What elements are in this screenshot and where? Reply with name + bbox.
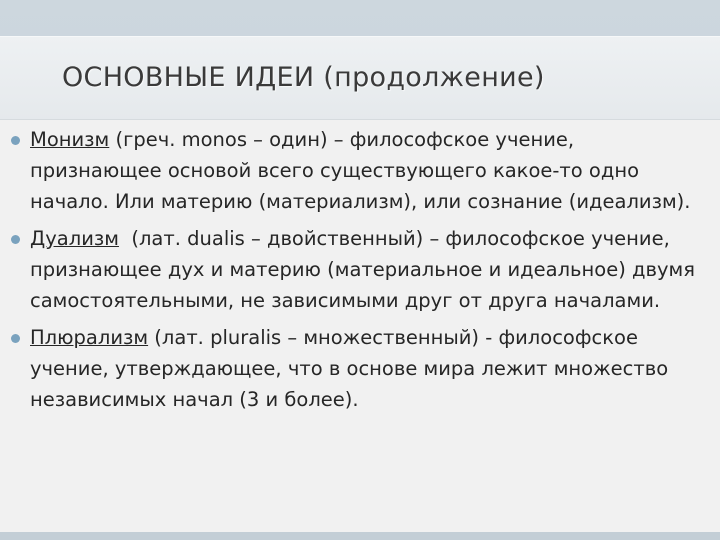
bullet-item-monism [10,124,710,217]
bullet-dot-icon [11,136,20,145]
definition-pluralism: (лат. pluralis – множественный) - философское учение, утверждающее, что в основе мира лежит множество независимых начал (3 и более). [30,326,669,411]
slide-title: ОСНОВНЫЕ ИДЕИ (продолжение) [62,62,545,93]
bullet-dot-icon [11,235,20,244]
bullet-item-pluralism [10,322,710,415]
bullet-dot-icon [11,334,20,343]
term-monism: Монизм [30,128,110,151]
term-dualism: Дуализм [30,227,119,250]
definition-dualism: (лат. dualis – двойственный) – философское учение, признающее дух и материю (материальное и идеальное) двумя самостоятельными, не зависимыми друг от друга началами. [30,227,702,312]
definition-monism: (греч. monos – один) – философское учение, признающее основой всего существующего какое-то одно начало. Или материю (материализм), или сознание (идеализм). [30,128,691,213]
term-pluralism: Плюрализм [30,326,149,349]
bullet-list [10,124,710,421]
bullet-item-dualism [10,223,710,316]
